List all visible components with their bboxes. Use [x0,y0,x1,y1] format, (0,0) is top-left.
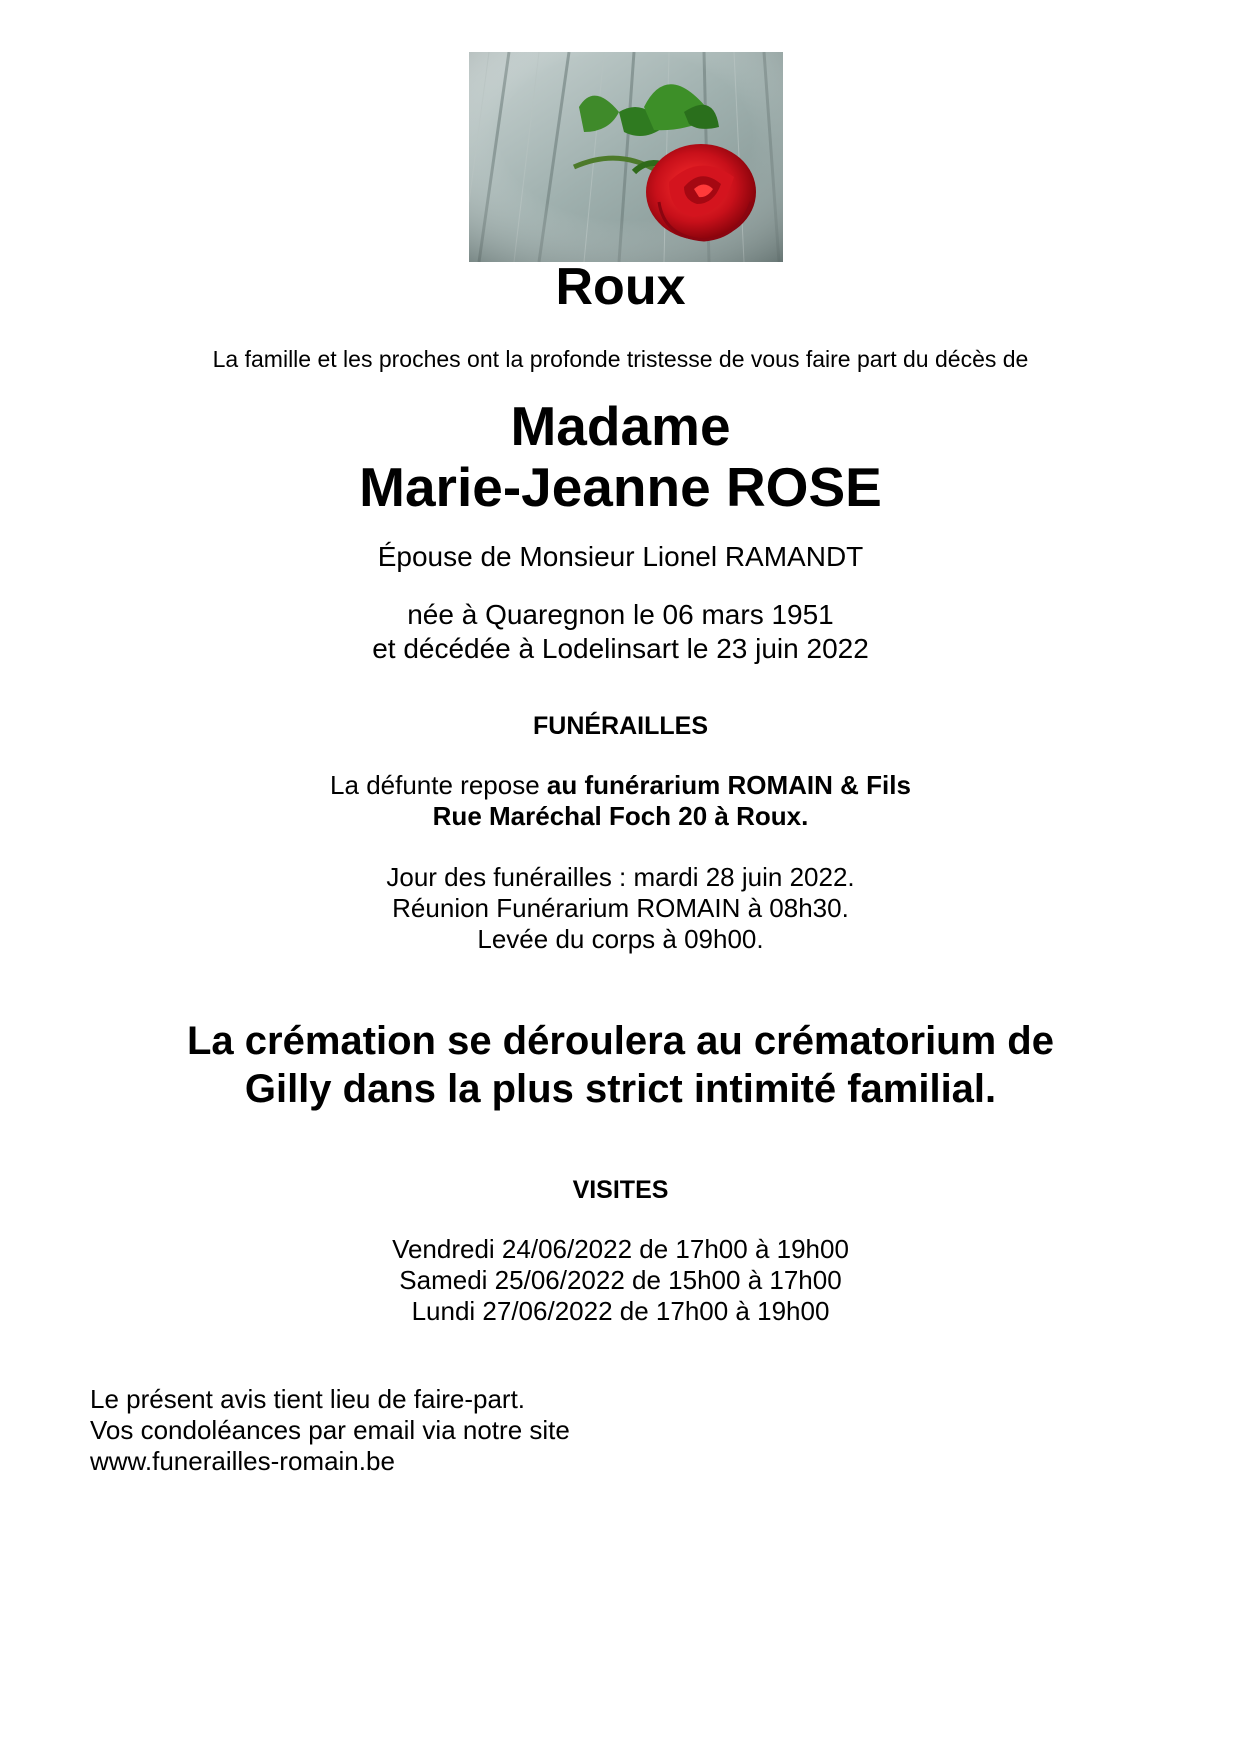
website-link[interactable]: www.funerailles-romain.be [90,1446,395,1477]
birth-line: née à Quaregnon le 06 mars 1951 [407,599,834,630]
visit-slot: Vendredi 24/06/2022 de 17h00 à 19h00 [392,1234,849,1264]
funeral-day: Jour des funérailles : mardi 28 juin 2022. [386,862,855,892]
death-line: et décédée à Lodelinsart le 23 juin 2022 [372,632,869,664]
funeral-meeting: Réunion Funérarium ROMAIN à 08h30. [392,893,849,924]
visit-slots [0,1234,1241,1328]
funeral-levee: Levée du corps à 09h00. [477,924,764,955]
funerailles-heading: FUNÉRAILLES [533,712,708,740]
deceased-title: Madame [510,395,731,457]
red-rose-image [469,52,783,262]
funeral-schedule [0,862,1241,956]
rest-place: au funérarium ROMAIN & Fils [546,770,911,800]
rest-address: Rue Maréchal Foch 20 à Roux. [432,801,809,832]
visit-slot: Lundi 27/06/2022 de 17h00 à 19h00 [411,1296,830,1327]
deceased-full-name: Marie-Jeanne ROSE [359,455,882,518]
rose-on-wood-icon [469,52,783,262]
footer-note [90,1384,570,1478]
cremation-notice [0,1017,1241,1113]
rest-place-line [0,770,1241,801]
life-dates [0,598,1241,665]
city-title: Roux [555,258,686,316]
spouse-line: Épouse de Monsieur Lionel RAMANDT [377,541,864,572]
cremation-line-1: La crémation se déroulera au crématorium de [187,1019,1054,1063]
rest-prefix: La défunte repose [330,770,547,800]
deceased-name-block [0,396,1241,517]
footer-line-1: Le présent avis tient lieu de faire-part. [90,1384,526,1414]
visit-slot: Samedi 25/06/2022 de 15h00 à 17h00 [399,1265,842,1296]
visites-heading: VISITES [572,1176,669,1204]
cremation-line-2: Gilly dans la plus strict intimité familial. [244,1067,997,1111]
rest-location [0,770,1241,832]
footer-line-2: Vos condoléances par email via notre site [90,1415,570,1446]
intro-text: La famille et les proches ont la profonde tristesse de vous faire part du décès de [212,346,1029,372]
